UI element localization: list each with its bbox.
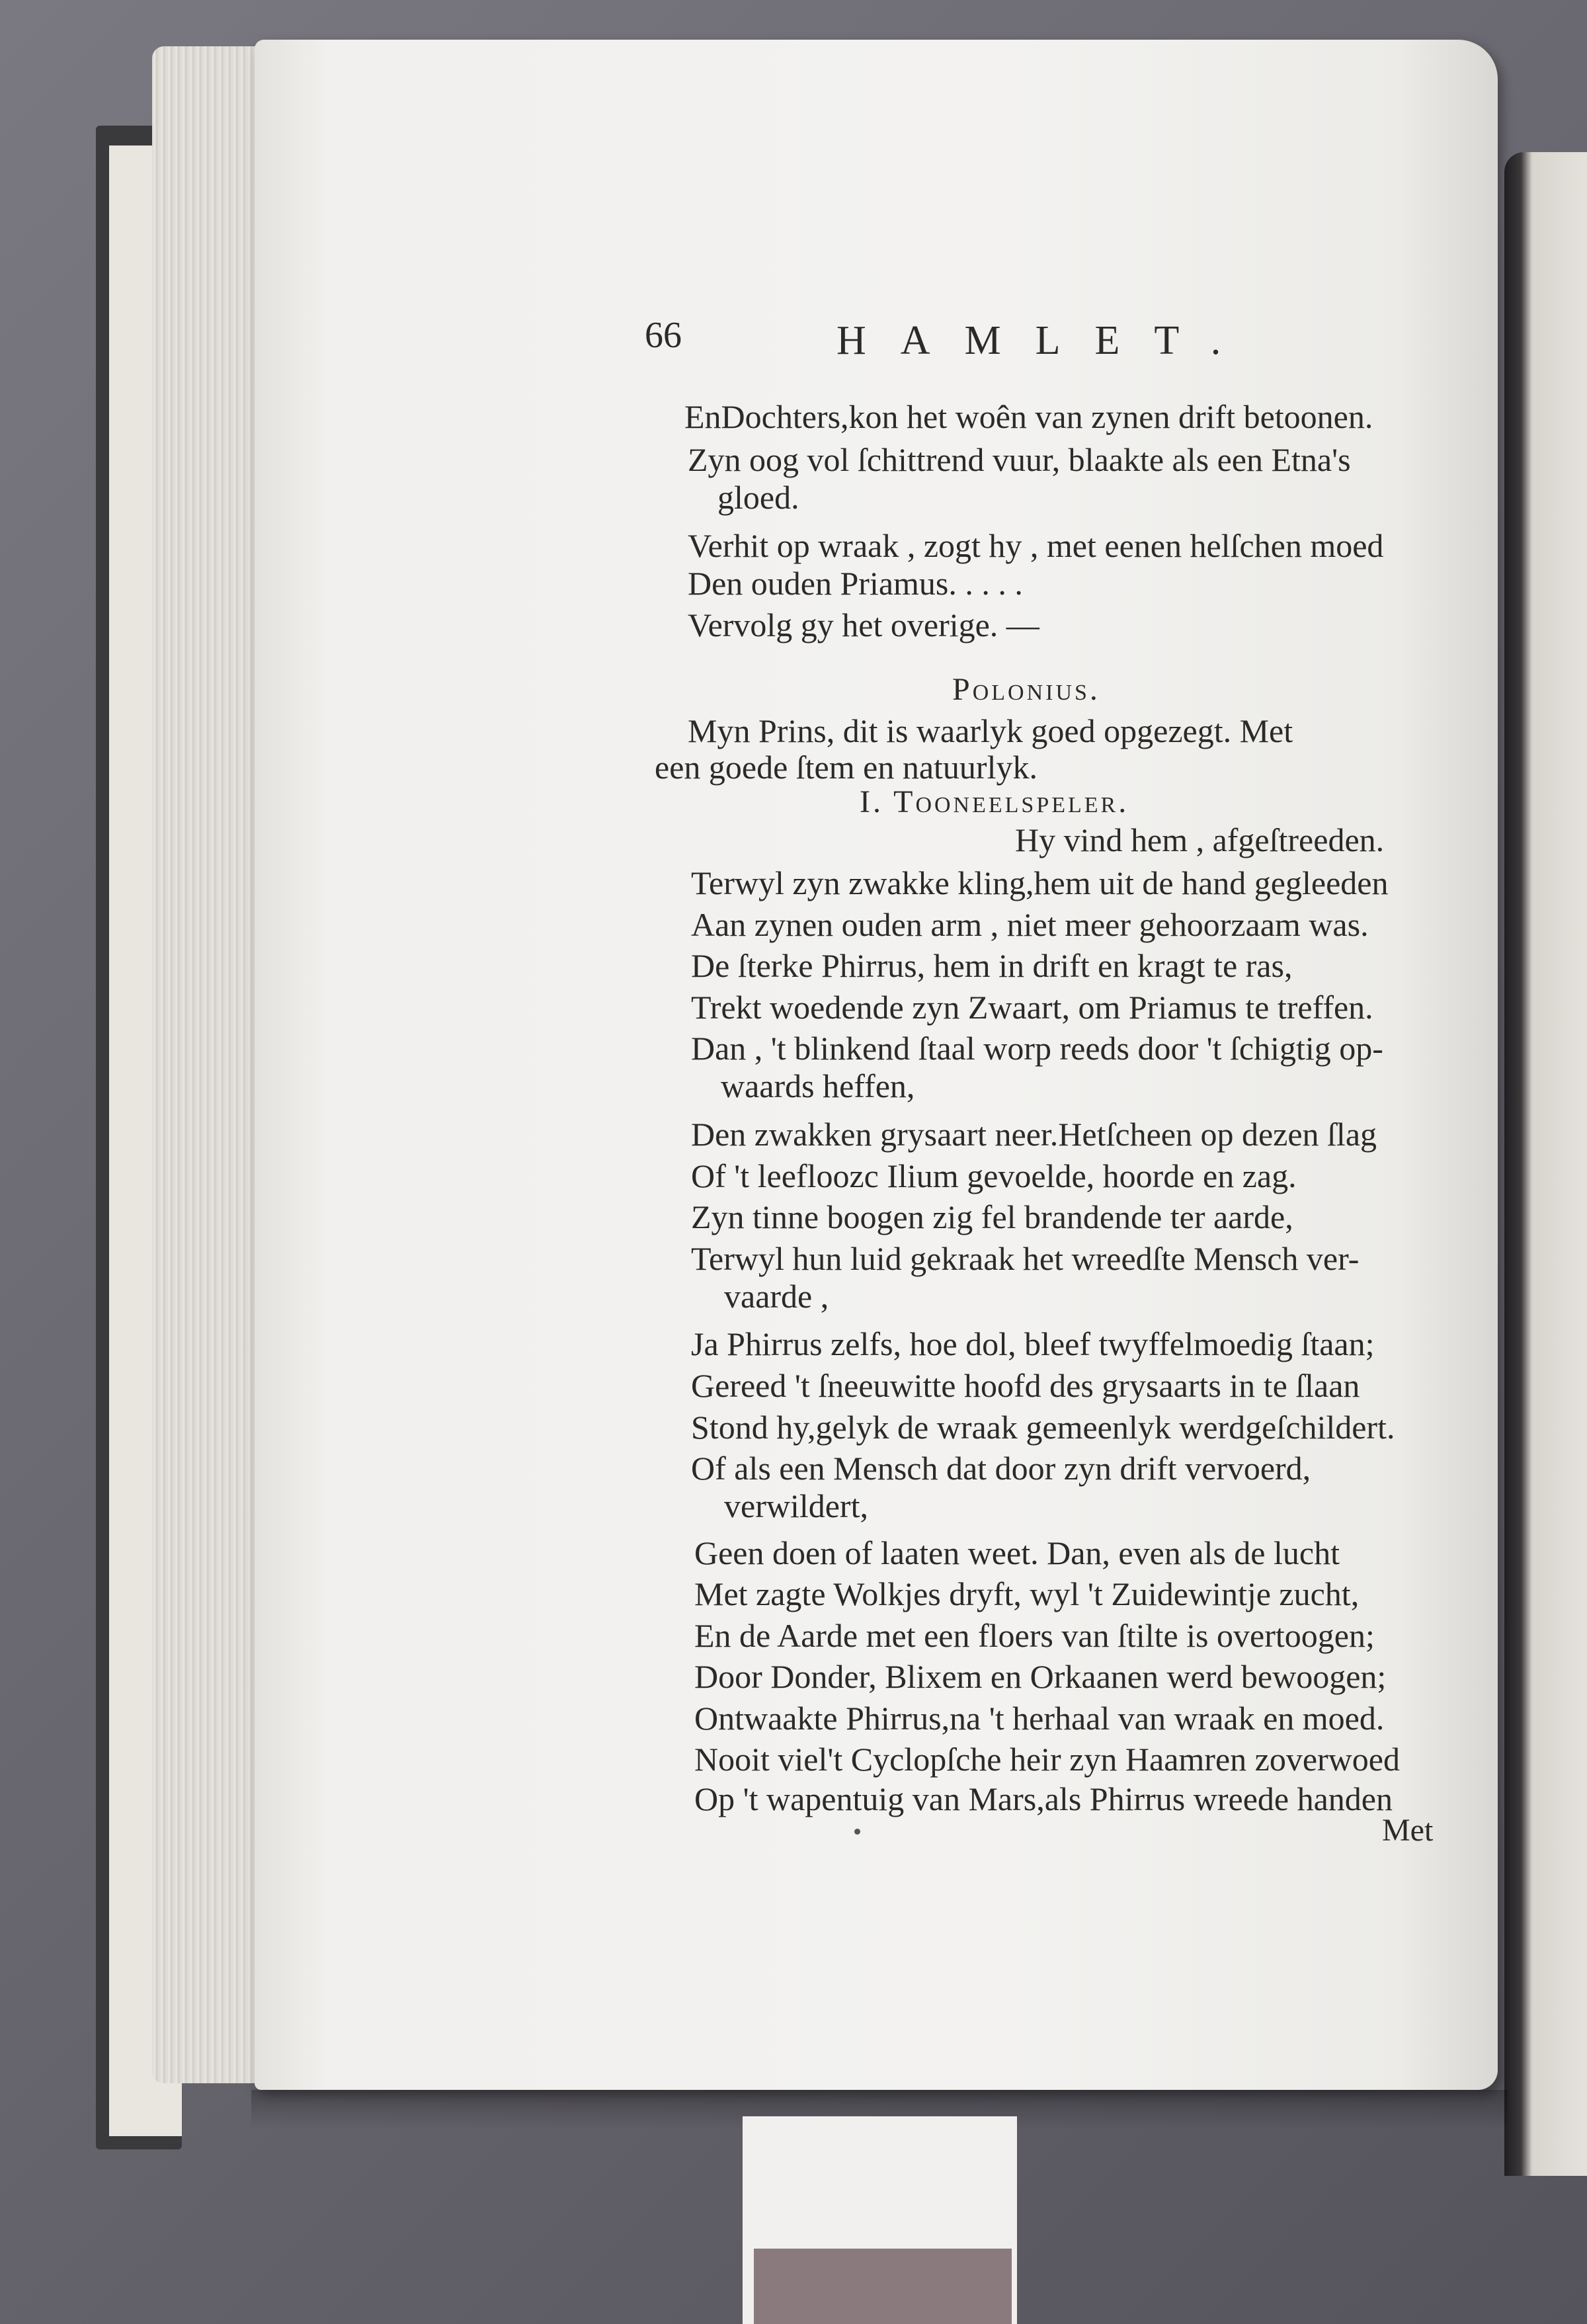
verse-line: EnDochters,kon het woên van zynen drift betoonen. [684,398,1373,435]
page-number: 66 [645,315,682,356]
verse-line: Terwyl hun luid gekraak het wreedſte Mensch ver- [691,1240,1360,1277]
verse-line: De ſterke Phirrus, hem in drift en kragt te ras, [691,947,1293,984]
verse-line: verwildert, [724,1487,868,1524]
prose-line: een goede ſtem en natuurlyk. [655,749,1038,786]
verse-line: En de Aarde met een floers van ſtilte is overtoogen; [694,1617,1375,1654]
verse-line: Den zwakken grysaart neer.Hetſcheen op dezen ſlag [691,1116,1377,1153]
verse-line: Of als een Mensch dat door zyn drift vervoerd, [691,1450,1311,1487]
verse-line: Ja Phirrus zelfs, hoe dol, bleef twyffelmoedig ſtaan; [691,1325,1375,1362]
printer-mark [854,1829,860,1835]
verse-line: Verhit op wraak , zogt hy , met eenen helſchen moed [688,527,1384,564]
verse-line: Ontwaakte Phirrus,na 't herhaal van wraak en moed. [694,1700,1385,1737]
verse-line: Op 't wapentuig van Mars,als Phirrus wreede handen [694,1780,1393,1817]
verse-line: Met zagte Wolkjes dryft, wyl 't Zuidewintje zucht, [694,1575,1360,1612]
prose-line: Myn Prins, dit is waarlyk goed opgezegt. Met [688,712,1293,749]
verse-line: Den ouden Priamus. . . . . [688,565,1023,602]
verse-line: Aan zynen ouden arm , niet meer gehoorzaam was. [691,906,1369,943]
verse-line: Dan , 't blinkend ſtaal worp reeds door 't ſchigtig op- [691,1030,1383,1067]
verse-line: Terwyl zyn zwakke kling,hem uit de hand gegleeden [691,864,1389,901]
verse-line: vaarde , [724,1278,829,1315]
running-head: HAMLET. [836,318,1256,363]
speaker-heading: I. Tooneelspeler. [860,784,1129,819]
verse-line: Geen doen of laaten weet. Dan, even als de lucht [694,1534,1340,1571]
catchword: Met [1382,1813,1434,1848]
verse-line: Zyn oog vol ſchittrend vuur, blaakte als een Etna's [688,441,1351,478]
speaker-heading: Polonius. [952,672,1100,707]
verse-line: Door Donder, Blixem en Orkaanen werd bewoogen; [694,1658,1387,1695]
verse-line: Nooit viel't Cyclopſche heir zyn Haamren zoverwoed [694,1741,1400,1778]
verse-line: waards heffen, [721,1067,915,1104]
verse-line: Stond hy,gelyk de wraak gemeenlyk werdgeſchildert. [691,1409,1395,1446]
verse-line: gloed. [717,479,799,516]
verse-line: Zyn tinne boogen zig fel brandende ter aarde, [691,1198,1293,1235]
verse-line: Trekt woedende zyn Zwaart, om Priamus te treffen. [691,989,1373,1026]
verse-line: Hy vind hem , afgeſtreeden. [1015,821,1385,858]
verse-line: Vervolg gy het overige. — [688,606,1039,643]
verse-line: Of 't leefloozc Ilium gevoelde, hoorde en zag. [691,1157,1297,1194]
verse-line: Gereed 't ſneeuwitte hoofd des grysaarts in te ſlaan [691,1367,1360,1404]
